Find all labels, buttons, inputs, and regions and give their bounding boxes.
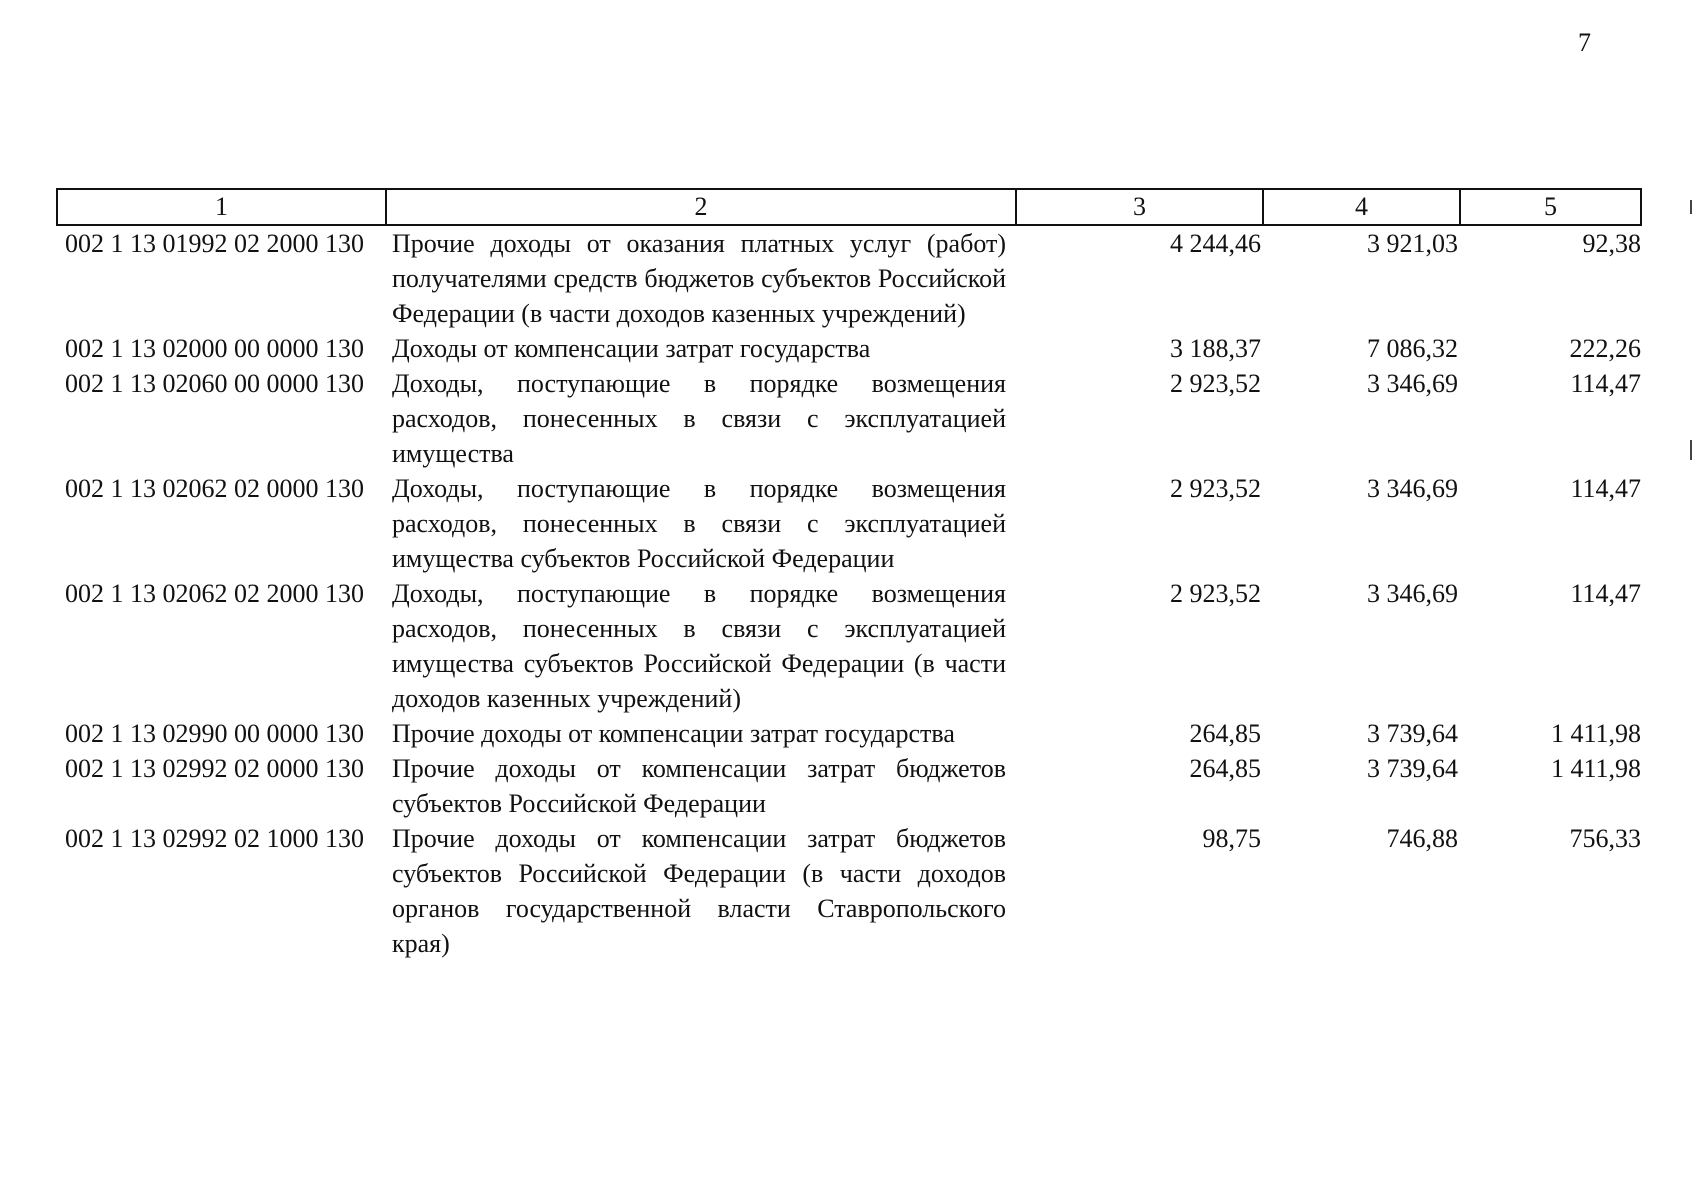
row-name: Доходы от компенсации затрат государства	[392, 334, 871, 363]
row-col-4: 3 739,64	[1367, 719, 1458, 748]
header-col-3: 3	[1016, 189, 1263, 225]
row-name: Прочие доходы от компенсации затрат бюджетов субъектов Российской Федерации	[392, 754, 1006, 818]
row-col-5: 114,47	[1570, 369, 1641, 398]
row-name: Прочие доходы от компенсации затрат бюджетов субъектов Российской Федерации (в части доходов органов государственной власти Ставропольского края)	[392, 824, 1006, 958]
header-col-4: 4	[1263, 189, 1460, 225]
row-col-3: 2 923,52	[1170, 579, 1261, 608]
budget-table	[56, 188, 1642, 961]
header-col-5: 5	[1460, 189, 1641, 225]
scan-edge-mark	[1690, 200, 1692, 214]
table-row	[57, 225, 1641, 331]
table-row	[57, 751, 1641, 821]
row-col-5: 222,26	[1569, 334, 1641, 363]
page-number: 7	[1578, 28, 1591, 57]
row-name: Прочие доходы от оказания платных услуг (работ) получателями средств бюджетов субъектов Российской Федерации (в части доходов казенных учреждений)	[392, 229, 1006, 328]
header-row	[57, 189, 1641, 225]
table-row	[57, 821, 1641, 961]
row-col-4: 3 346,69	[1367, 579, 1458, 608]
table-body	[57, 225, 1641, 961]
header-col-2: 2	[386, 189, 1016, 225]
row-code: 002 1 13 02990 00 0000 130	[65, 719, 364, 748]
row-col-4: 3 346,69	[1367, 369, 1458, 398]
row-col-4: 746,88	[1386, 824, 1458, 853]
row-name: Прочие доходы от компенсации затрат государства	[392, 719, 955, 748]
row-col-5: 114,47	[1570, 474, 1641, 503]
table-row	[57, 471, 1641, 576]
row-name: Доходы, поступающие в порядке возмещения расходов, понесенных в связи с эксплуатацией имущества субъектов Российской Федерации	[392, 474, 1006, 573]
row-col-3: 4 244,46	[1170, 229, 1261, 258]
table-row	[57, 716, 1641, 751]
row-col-4: 7 086,32	[1367, 334, 1458, 363]
row-code: 002 1 13 02992 02 0000 130	[65, 754, 364, 783]
row-name: Доходы, поступающие в порядке возмещения расходов, понесенных в связи с эксплуатацией имущества	[392, 369, 1006, 468]
row-col-3: 264,85	[1189, 719, 1261, 748]
table-row	[57, 576, 1641, 716]
row-col-4: 3 921,03	[1367, 229, 1458, 258]
row-code: 002 1 13 02062 02 2000 130	[65, 579, 364, 608]
row-code: 002 1 13 02000 00 0000 130	[65, 334, 364, 363]
row-col-5: 1 411,98	[1550, 754, 1641, 783]
row-code: 002 1 13 02992 02 1000 130	[65, 824, 364, 853]
table-row	[57, 331, 1641, 366]
row-col-3: 2 923,52	[1170, 474, 1261, 503]
scan-edge-mark	[1690, 440, 1692, 460]
row-col-5: 92,38	[1582, 229, 1641, 258]
row-col-5: 1 411,98	[1550, 719, 1641, 748]
row-code: 002 1 13 02060 00 0000 130	[65, 369, 364, 398]
table-header	[57, 189, 1641, 225]
row-col-3: 3 188,37	[1170, 334, 1261, 363]
row-col-3: 264,85	[1189, 754, 1261, 783]
row-col-3: 2 923,52	[1170, 369, 1261, 398]
row-col-5: 114,47	[1570, 579, 1641, 608]
row-col-4: 3 739,64	[1367, 754, 1458, 783]
row-col-5: 756,33	[1569, 824, 1641, 853]
header-col-1: 1	[57, 189, 386, 225]
row-name: Доходы, поступающие в порядке возмещения расходов, понесенных в связи с эксплуатацией имущества субъектов Российской Федерации (в части доходов казенных учреждений)	[392, 579, 1006, 713]
row-col-3: 98,75	[1202, 824, 1261, 853]
row-col-4: 3 346,69	[1367, 474, 1458, 503]
row-code: 002 1 13 01992 02 2000 130	[65, 229, 364, 258]
table-row	[57, 366, 1641, 471]
row-code: 002 1 13 02062 02 0000 130	[65, 474, 364, 503]
